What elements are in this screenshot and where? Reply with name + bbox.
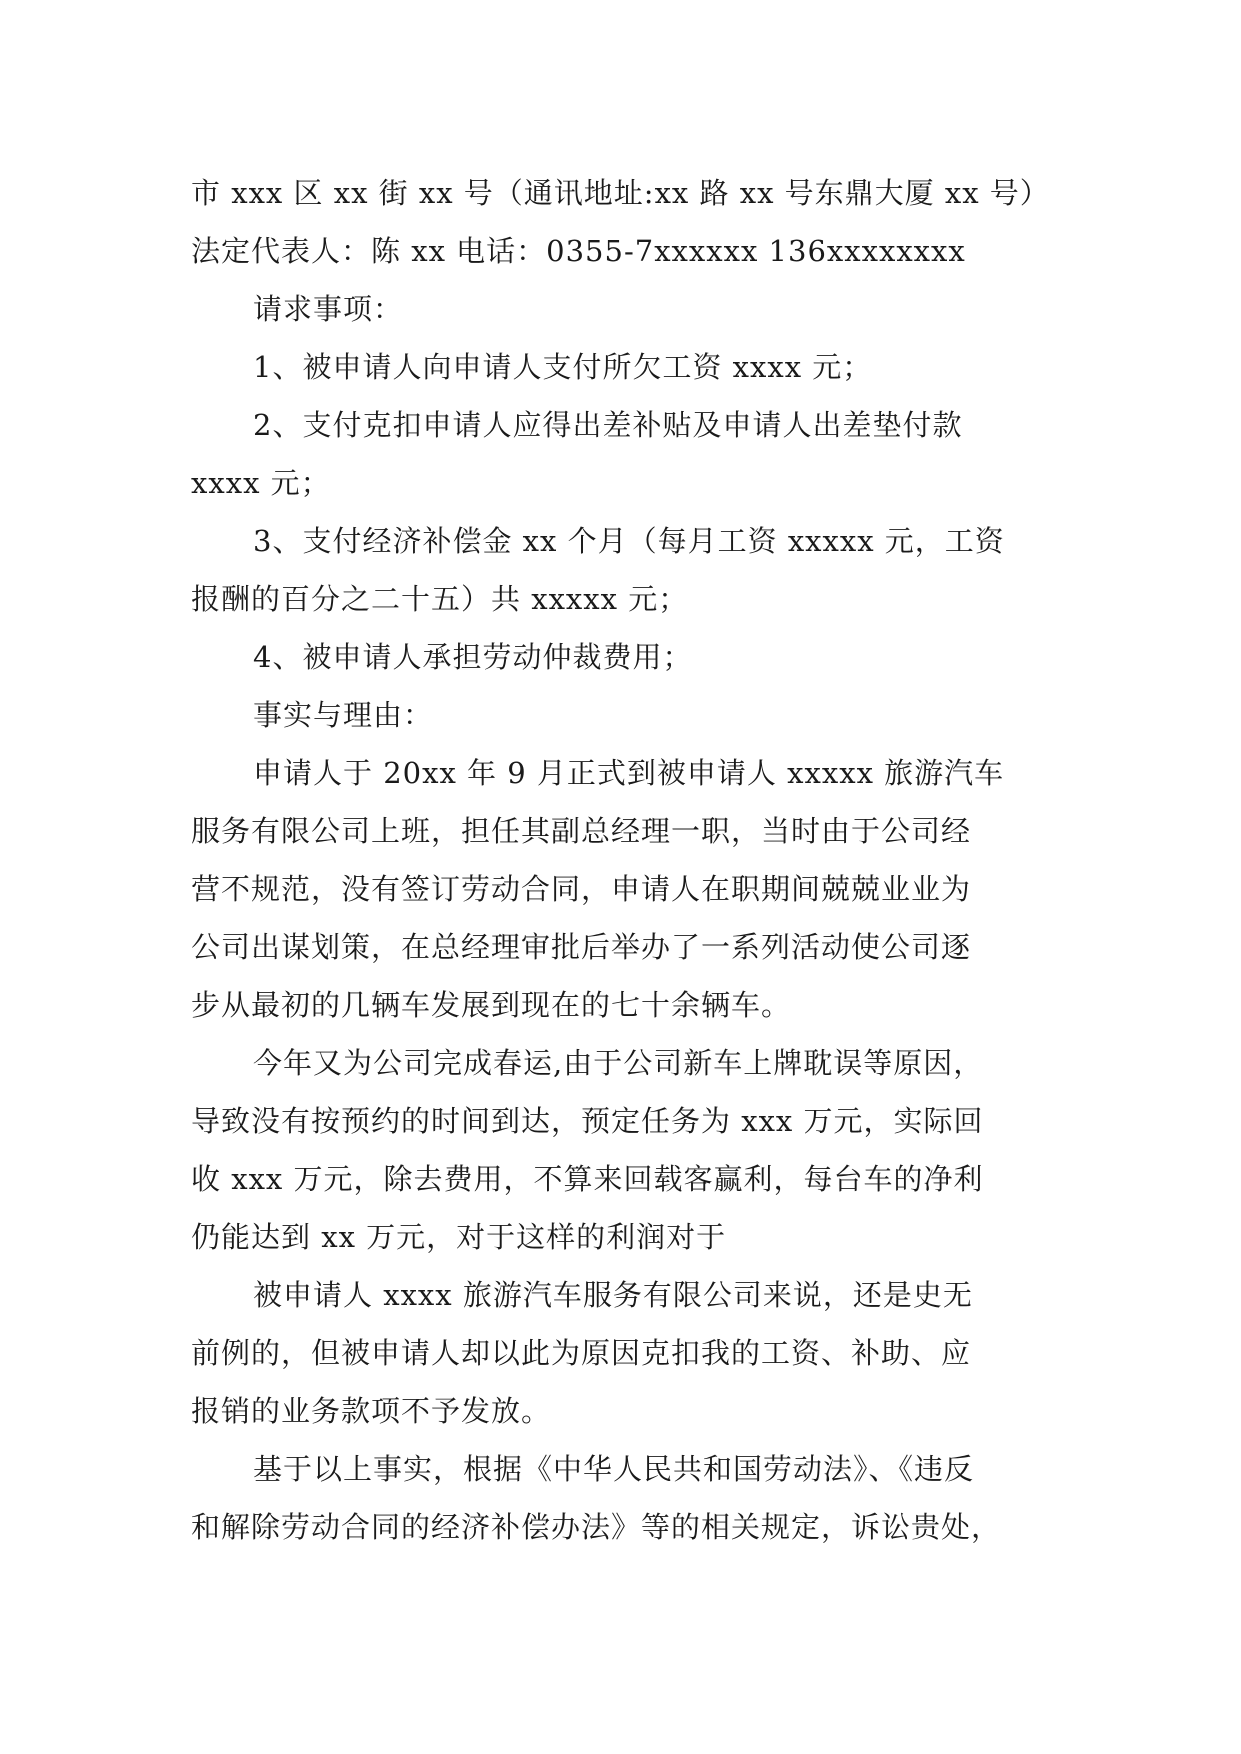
paragraph-line: 服务有限公司上班，担任其副总经理一职，当时由于公司经 (191, 814, 972, 848)
request-item-2 (191, 396, 1061, 512)
request-heading: 请求事项： (253, 292, 404, 326)
paragraph-line: 被申请人 xxxx 旅游汽车服务有限公司来说，还是史无 (253, 1278, 973, 1312)
facts-paragraph-2 (191, 1034, 1061, 1266)
legal-representative-line: 法定代表人：陈 xx 电话：0355-7xxxxxx 136xxxxxxxx (191, 234, 966, 268)
request-item-line: 4、被申请人承担劳动仲裁费用； (253, 640, 693, 674)
request-item-3 (191, 512, 1061, 628)
address-line: 市 xxx 区 xx 街 xx 号（通讯地址:xx 路 xx 号东鼎大厦 xx 号） (191, 176, 1050, 210)
paragraph-line: 申请人于 20xx 年 9 月正式到被申请人 xxxxx 旅游汽车 (253, 756, 1005, 790)
paragraph-line: 收 xxx 万元，除去费用，不算来回载客赢利，每台车的净利 (191, 1162, 984, 1196)
paragraph-line: 前例的，但被申请人却以此为原因克扣我的工资、补助、应 (191, 1336, 972, 1370)
paragraph-line: 公司出谋划策，在总经理审批后举办了一系列活动使公司逐 (191, 930, 972, 964)
paragraph-line: 仍能达到 xx 万元，对于这样的利润对于 (191, 1220, 727, 1254)
request-item-4 (191, 628, 1061, 686)
facts-heading-para (191, 686, 1061, 744)
paragraph-line: 营不规范，没有签订劳动合同，申请人在职期间兢兢业业为 (191, 872, 972, 906)
facts-paragraph-3 (191, 1266, 1061, 1440)
paragraph-line: 导致没有按预约的时间到达，预定任务为 xxx 万元，实际回 (191, 1104, 984, 1138)
paragraph-line: 报销的业务款项不予发放。 (191, 1394, 552, 1428)
facts-paragraph-4 (191, 1440, 1061, 1556)
request-item-1 (191, 338, 1061, 396)
request-heading-para (191, 280, 1061, 338)
request-item-line: xxxx 元； (191, 466, 331, 500)
paragraph-line: 基于以上事实，根据《中华人民共和国劳动法》、《违反 (253, 1452, 975, 1486)
respondent-info (191, 164, 1061, 280)
paragraph-line: 步从最初的几辆车发展到现在的七十余辆车。 (191, 988, 792, 1022)
request-item-line: 2、支付克扣申请人应得出差补贴及申请人出差垫付款 (253, 408, 963, 442)
request-item-line: 1、被申请人向申请人支付所欠工资 xxxx 元； (253, 350, 873, 384)
document-body (191, 164, 1061, 1556)
request-item-line: 3、支付经济补偿金 xx 个月（每月工资 xxxxx 元，工资 (253, 524, 1005, 558)
request-item-line: 报酬的百分之二十五）共 xxxxx 元； (191, 582, 689, 616)
paragraph-line: 今年又为公司完成春运,由于公司新车上牌耽误等原因， (253, 1046, 984, 1080)
facts-heading: 事实与理由： (253, 698, 434, 732)
paragraph-line: 和解除劳动合同的经济补偿办法》等的相关规定，诉讼贵处， (191, 1510, 1002, 1544)
facts-paragraph-1 (191, 744, 1061, 1034)
